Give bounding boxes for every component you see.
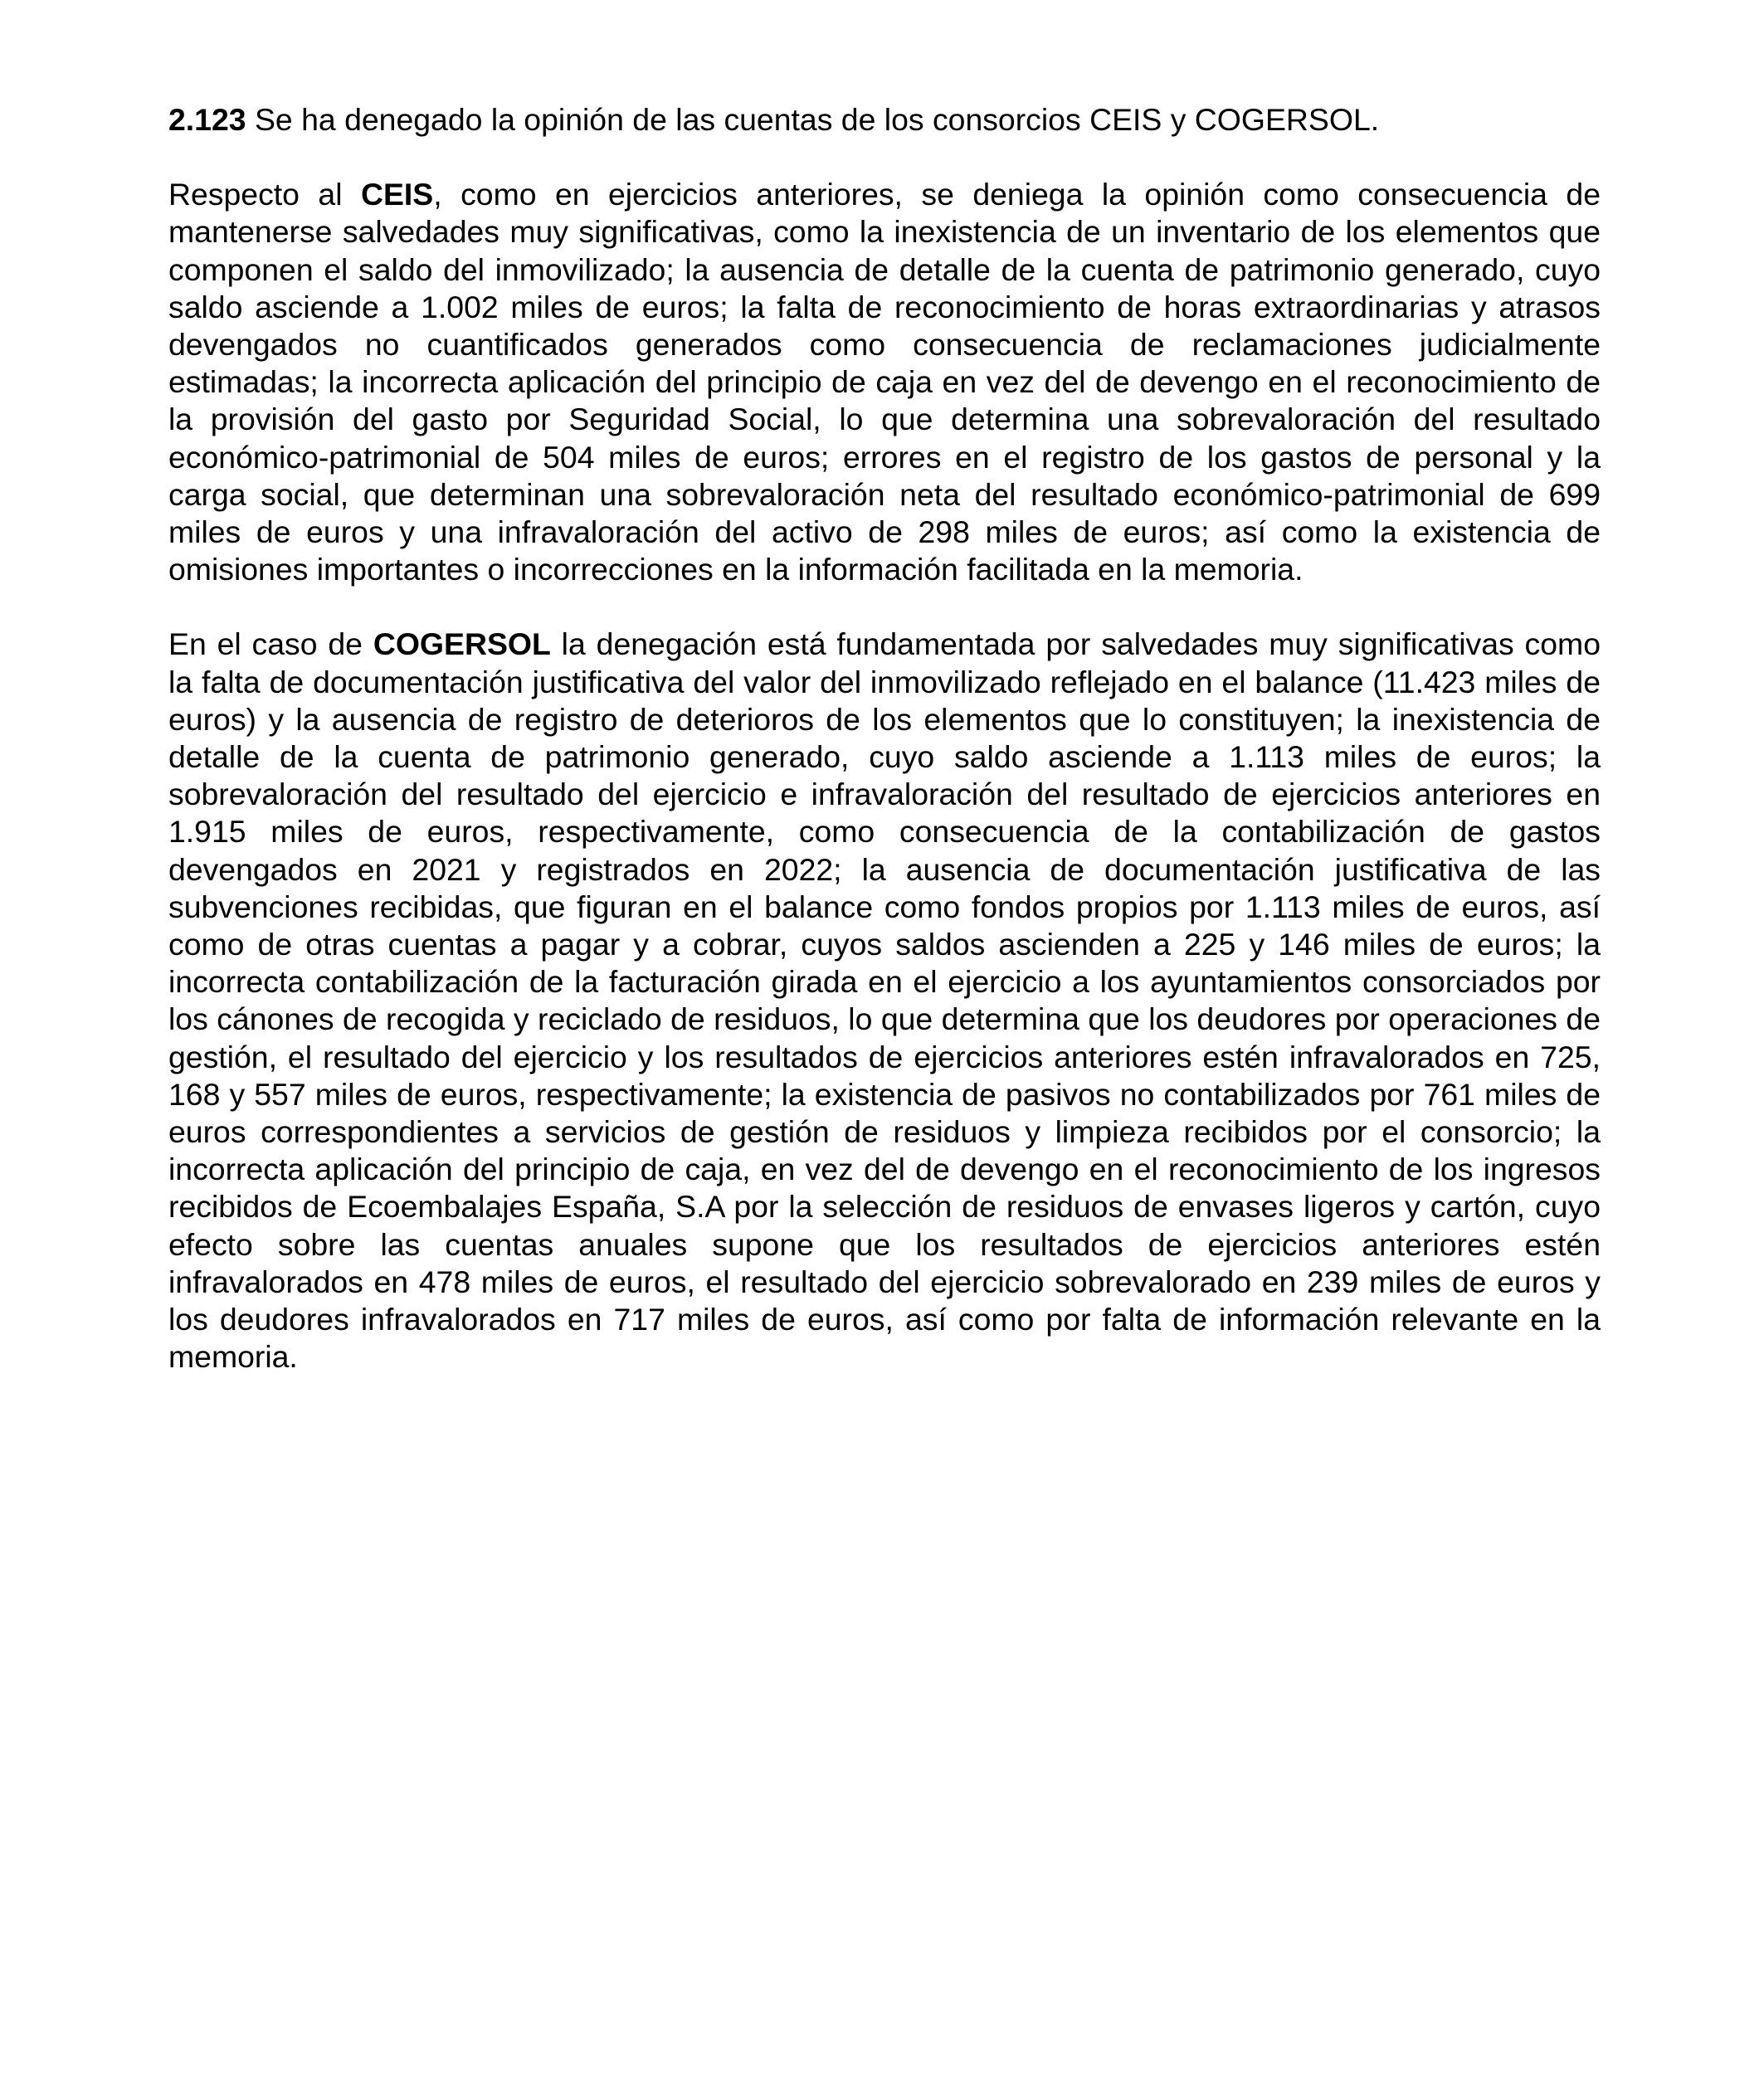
cogersol-text: la denegación está fundamentada por salvedades muy significativas como la falta de documentación justificativa del valor del inmovilizado reflejado en el balance (11.423 miles de euros) y la ausencia de registro de deterioros de los elementos que lo constituyen; la inexistencia de detalle de la cuenta de patrimonio generado, cuyo saldo asciende a 1.113 miles de euros; la sobrevaloración del resultado del ejercicio e infravaloración del resultado de ejercicios anteriores en 1.915 miles de euros, respectivamente, como consecuencia de la contabilización de gastos devengados en 2021 y registrados en 2022; la ausencia de documentación justificativa de las subvenciones recibidas, que figuran en el balance como fondos propios por 1.113 miles de euros, así como de otras cuentas a pagar y a cobrar, cuyos saldos ascienden a 225 y 146 miles de euros; la incorrecta contabilización de la facturación girada en el ejercicio a los ayuntamientos consorciados por los cánones de recogida y reciclado de residuos, lo que determina que los deudores por operaciones de gestión, el resultado del ejercicio y los resultados de ejercicios anteriores estén infravalorados en 725, 168 y 557 miles de euros, respectivamente; la existencia de pasivos no contabilizados por 761 miles de euros correspondientes a servicios de gestión de residuos y limpieza recibidos por el consorcio; la incorrecta aplicación del principio de caja, en vez del de devengo en el reconocimiento de los ingresos recibidos de Ecoembalajes España, S.A por la selección de residuos de envases ligeros y cartón, cuyo efecto sobre las cuentas anuales supone que los resultados de ejercicios anteriores estén infravalorados en 478 miles de euros, el resultado del ejercicio sobrevalorado en 239 miles de euros y los deudores infravalorados en 717 miles de euros, así como por falta de información relevante en la memoria. — [168, 626, 1601, 1375]
section-number: 2.123 — [168, 102, 246, 137]
cogersol-name: COGERSOL — [373, 626, 551, 662]
intro-text: Se ha denegado la opinión de las cuentas de los consorcios CEIS y COGERSOL. — [246, 102, 1380, 137]
ceis-paragraph — [168, 176, 1601, 588]
cogersol-prefix: En el caso de — [168, 626, 373, 662]
ceis-name: CEIS — [360, 177, 434, 212]
ceis-prefix: Respecto al — [168, 177, 361, 212]
document-page — [168, 101, 1601, 1414]
cogersol-paragraph — [168, 626, 1601, 1376]
intro-paragraph — [168, 101, 1601, 139]
ceis-text: , como en ejercicios anteriores, se deniega la opinión como consecuencia de mantenerse salvedades muy significativas, como la inexistencia de un inventario de los elementos que componen el saldo del inmovilizado; la ausencia de detalle de la cuenta de patrimonio generado, cuyo saldo asciende a 1.002 miles de euros; la falta de reconocimiento de horas extraordinarias y atrasos devengados no cuantificados generados como consecuencia de reclamaciones judicialmente estimadas; la incorrecta aplicación del principio de caja en vez del de devengo en el reconocimiento de la provisión del gasto por Seguridad Social, lo que determina una sobrevaloración del resultado económico-patrimonial de 504 miles de euros; errores en el registro de los gastos de personal y la carga social, que determinan una sobrevaloración neta del resultado económico-patrimonial de 699 miles de euros y una infravaloración del activo de 298 miles de euros; así como la existencia de omisiones importantes o incorrecciones en la información facilitada en la memoria. — [168, 177, 1601, 587]
